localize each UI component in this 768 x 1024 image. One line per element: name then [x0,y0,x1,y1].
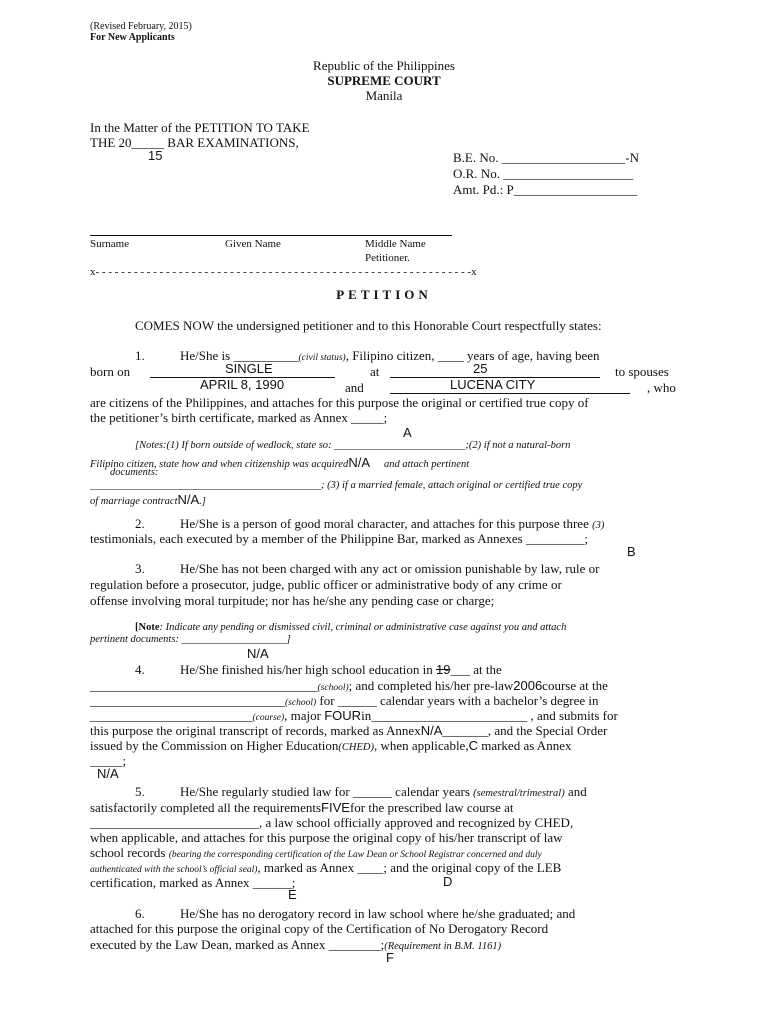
new-applicants-note: For New Applicants [90,32,175,43]
p5-school-records: school records [90,845,166,860]
or-number: O.R. No. ____________________ [453,166,634,181]
annex-e-fill: E [288,887,297,902]
p1-civil-status-blank: He/She is __________ [180,348,299,363]
p1-note-3: documents: [110,467,159,478]
republic-heading: Republic of the Philippines [313,58,455,73]
amount-paid: Amt. Pd.: P___________________ [453,182,638,197]
surname-label: Surname [90,238,130,250]
p1-note-4: ____________________________________________; (3) if a married female, attach original or certified true copy [90,480,583,491]
p5-law-course-text: for the prescribed law course at [349,800,514,815]
p5-line-a [180,784,587,801]
law-years-fill: FIVE [321,800,350,815]
revised-note: (Revised February, 2015) [90,21,192,32]
p5-seal-note: authenticated with the school’s official seal) [90,865,258,875]
dob-fill: APRIL 8, 1990 [200,377,285,392]
p1-civil-status-note: (civil status) [298,353,346,363]
p3-line-b: regulation before a prosecutor, judge, public officer or administrative body of any crime or [90,577,562,592]
p4-line-a-end: ___ at the [450,662,502,677]
p4-line-e [90,723,607,738]
p1-citizen-text: , Filipino citizen, ____ years of age, having been [345,348,600,363]
name-line [90,235,452,236]
petitioner-label: Petitioner. [365,252,410,264]
p5-line-a-text: He/She regularly studied law for ______ calendar years [180,784,470,799]
p4-major-text: , major [284,708,325,723]
p5-and: and [567,784,587,799]
p4-number: 4. [135,662,145,677]
p3-note-text: : Indicate any pending or dismissed civil, criminal or administrative case against you and attach [159,622,567,633]
p3-note-label: [Note [135,622,160,633]
annex-transcript-fill: N/A [420,723,443,738]
p1-to-spouses: to spouses [615,364,669,379]
p3-note-2: pertinent documents: ____________________] [90,634,291,645]
p4-line-a [180,662,502,677]
p6-requirement-note: (Requirement in B.M. 1161) [384,941,502,952]
p4-school2-note: (school) [285,698,317,708]
p3-line-c: offense involving moral turpitude; nor has he/she any pending case or charge; [90,593,495,608]
p5-number: 5. [135,784,145,799]
p1-who: , who [647,380,676,395]
p4-school2-blank: ______________________________ [90,693,285,708]
p2-line-a-text: He/She is a person of good moral character, and attaches for this purpose three [180,516,589,531]
p4-prelaw-text: ; and completed his/her pre-law [348,678,514,693]
p4-line-a-text: He/She finished his/her high school education in [180,662,433,677]
p1-number: 1. [135,348,145,363]
p4-course-note: (course) [252,713,285,723]
city-heading: Manila [365,88,403,103]
annex-b-fill: B [627,544,636,559]
major-fill: FOUR [324,708,362,723]
matter-line-1: In the Matter of the PETITION TO TAKE [90,120,310,135]
p4-calendar-years: for ______ calendar years with a bachelor’s degree in [316,693,599,708]
p4-line-g: _____; [90,753,127,768]
middle-name-label: Middle Name [365,238,426,250]
p5-leb-text: , marked as Annex ____; and the original copy of the LEB [257,860,562,875]
p4-submits-text: in________________________ , and submits for [361,708,618,723]
given-name-label: Given Name [225,238,281,250]
prelaw-year-fill: 2006 [513,678,543,693]
p1-and: and [345,380,364,395]
be-number: B.E. No. ___________________-N [453,150,639,165]
p1-line-f: the petitioner’s birth certificate, marked as Annex _____; [90,410,388,425]
p5-line-c: __________________________, a law school officially approved and recognized by CHED, [90,815,574,830]
p4-course-blank: _________________________ [90,708,253,723]
spouse-blank [390,393,630,394]
p4-when-applicable: , when applicable, [374,738,469,753]
p3-note-1 [135,622,566,633]
court-heading: SUPREME COURT [327,73,441,88]
p5-line-d: when applicable, and attaches for this purpose the original copy of his/her transcript of law [90,830,563,845]
marriage-fill: N/A [177,492,200,507]
p5-line-g: certification, marked as Annex ______; [90,875,296,890]
p1-note-1: [Notes:(1) If born outside of wedlock, state so: _________________________;(2) if not a natural-born [135,440,571,451]
civil-status-fill: SINGLE [225,361,273,376]
p1-note-2b: and attach pertinent [383,459,470,470]
p1-born-on: born on [90,364,131,379]
p1-note-5b: .] [199,496,206,507]
p6-number: 6. [135,906,145,921]
p1-note-5a: of marriage contract [90,496,178,507]
p4-school-note: (school) [317,683,349,693]
annex-c-fill: C [468,738,478,753]
p1-note-5 [90,492,206,507]
p6-line-c [90,937,501,954]
annex-a-fill: A [403,425,412,440]
p4-line-f [90,738,571,755]
p4-course-at: course at the [542,678,608,693]
p3-line-a: He/She has not been charged with any act or omission punishable by law, rule or [180,561,600,576]
p6-annex-text: executed by the Law Dean, marked as Annex ________; [90,937,385,952]
p4-transcript-text: this purpose the original transcript of records, marked as Annex [90,723,421,738]
separator-line: x- - - - - - - - - - - - - - - - - - - - - - - - - - - - - - - - - - - - - - - - - - - - - - - - - - - - - - - - - - -x [90,266,477,278]
p2-line-b: testimonials, each executed by a member of the Philippine Bar, marked as Annexes _________; [90,531,589,546]
pob-fill: LUCENA CITY [450,377,536,392]
p2-three-note: (3) [592,520,605,531]
p4-special-order: _______, and the Special Order [442,723,608,738]
intro-text: COMES NOW the undersigned petitioner and to this Honorable Court respectfully states: [135,318,602,333]
p4-marked-annex: marked as Annex [477,738,572,753]
p5-line-b [90,800,513,815]
age-fill: 25 [473,361,488,376]
p4-ched-text: issued by the Commission on Higher Education [90,738,339,753]
p4-ched-note: (CHED) [338,742,374,753]
annex-c2-fill: N/A [97,766,119,781]
petition-title: PETITION [336,287,432,302]
hs-year-fill: 19 [435,662,451,677]
p4-school-blank: ___________________________________ [90,678,318,693]
p1-note-2a: Filipino citizen, state how and when citizenship was acquired [90,459,349,470]
p5-requirements-text: satisfactorily completed all the requirements [90,800,322,815]
matter-line-2: THE 20_____ BAR EXAMINATIONS, [90,135,299,150]
p1-line-e: are citizens of the Philippines, and attaches for this purpose the original or certified true copy of [90,395,589,410]
p2-number: 2. [135,516,145,531]
p6-line-a: He/She has no derogatory record in law school where he/she graduated; and [180,906,576,921]
p1-at: at [370,364,380,379]
citizenship-fill: N/A [348,455,370,470]
p5-bearing-note: (bearing the corresponding certification of the Law Dean or School Registrar concerned and duly [168,850,542,860]
p3-number: 3. [135,561,145,576]
annex-f-fill: F [386,950,394,965]
pending-fill: N/A [247,646,269,661]
bar-year-fill: 15 [148,148,163,163]
annex-d-fill: D [443,874,453,889]
p5-semestral-note: (semestral/trimestral) [473,788,565,799]
p6-line-b: attached for this purpose the original copy of the Certification of No Derogatory Record [90,921,549,936]
